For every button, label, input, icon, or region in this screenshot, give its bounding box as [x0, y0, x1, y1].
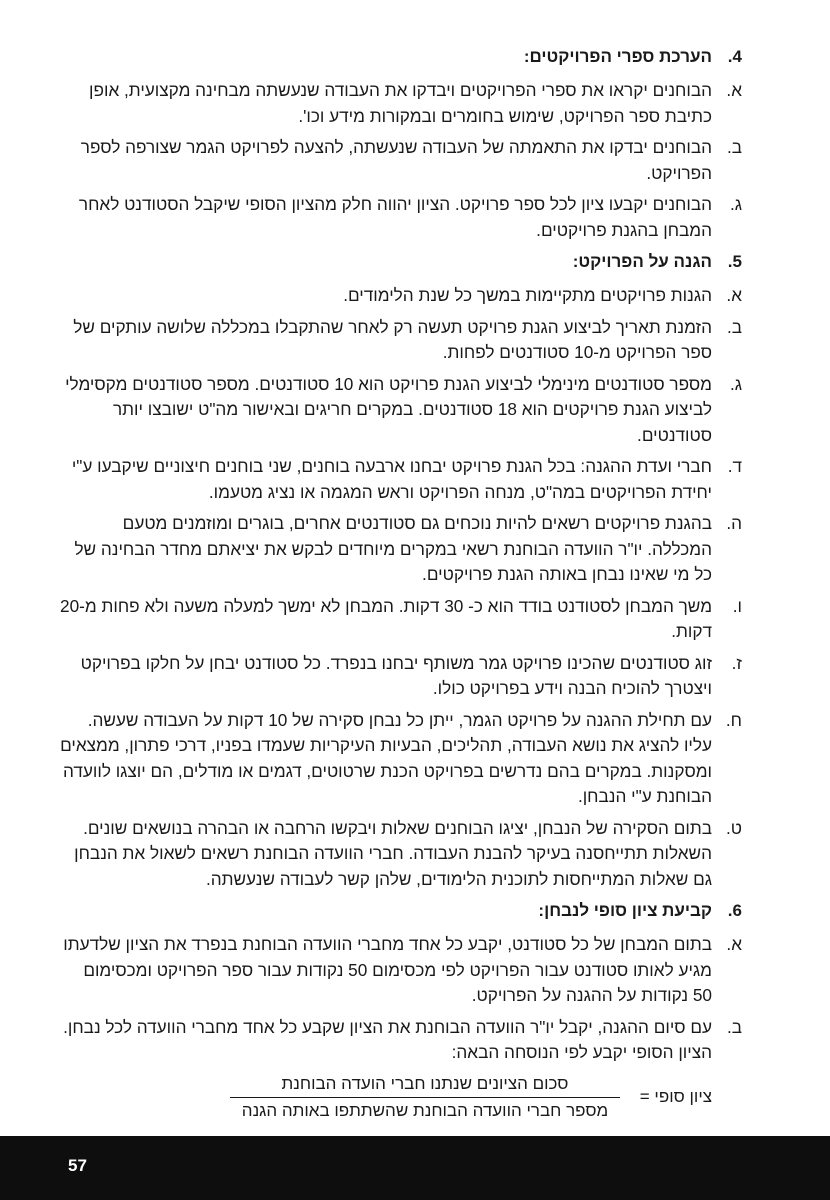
- list-item-text: הבוחנים יקבעו ציון לכל ספר פרויקט. הציון יהווה חלק מהציון הסופי שיקבל הסטודנט לאחר המבחן בהגנת פרויקטים.: [78, 194, 712, 240]
- list-item: [60, 594, 742, 645]
- list-item-text: בתום המבחן של כל סטודנט, יקבע כל אחד מחברי הוועדה הבוחנת בנפרד את הציון שלדעתו מגיע לאותו סטודנט עבור הפרויקט לפי מכסימום 50 נקודות עבור ספר הפרויקט ומכסימום 50 נקודות על ההגנה על הפרויקט.: [63, 934, 712, 1005]
- list-item-text: בהגנת פרויקטים רשאים להיות נוכחים גם סטודנטים אחרים, בוגרים ומוזמנים מטעם המכללה. יו"ר הוועדה הבוחנת רשאי במקרים מיוחדים לבקש את יציאתם מחדר הבחינה של כל מי שאינו נבחן באותה הגנת פרויקטים.: [74, 513, 712, 584]
- section-title: הגנה על הפרויקט:: [572, 252, 712, 271]
- list-item: [60, 454, 742, 505]
- list-item-letter: א.: [726, 285, 742, 305]
- formula-numerator: סכום הציונים שנתנו חברי הועדה הבוחנת: [281, 1073, 569, 1093]
- list-item: [60, 315, 742, 366]
- list-item: [60, 192, 742, 243]
- list-item-text: עם סיום ההגנה, יקבל יו"ר הוועדה הבוחנת את הציון שקבע כל אחד מחברי הוועדה לכל נבחן. הציון הסופי יקבע לפי הנוסחה הבאה:: [63, 1016, 712, 1062]
- list-item: [60, 511, 742, 588]
- section-number: 4.: [727, 47, 742, 66]
- section-number: 5.: [727, 252, 742, 271]
- list-item-letter: ח.: [725, 709, 742, 730]
- list-item-text: זוג סטודנטים שהכינו פרויקט גמר משותף יבחנו בנפרד. כל סטודנט יבחן על חלקו בפרויקט ויצטרך להוכיח הבנה וידע בפרויקט כולו.: [80, 652, 712, 698]
- list-item: [60, 816, 742, 893]
- list-item: [60, 932, 742, 1009]
- list-item-letter: ז.: [731, 652, 742, 673]
- list-item-text: משך המבחן לסטודנט בודד הוא כ- 30 דקות. המבחן לא ימשך למעלה משעה ולא פחות מ-20 דקות.: [60, 595, 712, 641]
- section-title: קביעת ציון סופי לנבחן:: [538, 901, 712, 920]
- list-item-letter: ד.: [727, 456, 742, 476]
- section-heading: [60, 44, 742, 70]
- list-item-text: בתום הסקירה של הנבחן, יציגו הבוחנים שאלות ויבקשו הרחבה או הבהרה בנושאים שונים. השאלות תתייחסנה בעיקר להבנת העבודה. חברי הוועדה הבוחנת רשאים לשאול את הנבחן גם שאלות המתייחסות לתוכנית הלימודים, שלהן קשר לעבודה שנעשתה.: [74, 817, 712, 889]
- list-item-letter: ה.: [726, 513, 742, 533]
- list-item-letter: ב.: [726, 137, 742, 157]
- list-item-letter: א.: [726, 80, 742, 100]
- page-number: 57: [68, 1156, 87, 1175]
- document-page: [60, 44, 742, 1123]
- formula-denominator: מספר חברי הוועדה הבוחנת שהשתתפו באותה הגנה: [241, 1100, 609, 1120]
- list-item: [60, 372, 742, 449]
- formula-fraction: [230, 1072, 620, 1123]
- list-item-text: חברי ועדת ההגנה: בכל הגנת פרויקט יבחנו ארבעה בוחנים, שני בוחנים חיצוניים שיקבעו ע"י יחידת הפרויקטים במה"ט, מנחה הפרויקט וראש המגמה או נציג מטעמו.: [71, 456, 712, 502]
- formula-label: ציון סופי =: [639, 1087, 712, 1106]
- list-item-text: מספר סטודנטים מינימלי לביצוע הגנת פרויקט הוא 10 סטודנטים. מספר סטודנטים מקסימלי לביצוע הגנת פרויקטים הוא 18 סטודנטים. במקרים חריגים ובאישור מה"ט ישובצו יותר סטודנטים.: [65, 373, 712, 445]
- section-6: [60, 898, 742, 1066]
- section-heading: [60, 249, 742, 275]
- list-item-letter: ב.: [726, 316, 742, 337]
- list-item: [60, 651, 742, 702]
- list-item-text: הבוחנים יקראו את ספרי הפרויקטים ויבדקו את העבודה שנעשתה מבחינה מקצועית, אופן כתיבת ספר הפרויקט, שימוש בחומרים ובמקורות מידע וכו'.: [89, 80, 712, 126]
- list-item-text: הזמנת תאריך לביצוע הגנת פרויקט תעשה רק לאחר שהתקבלו במכללה שלושה עותקים של ספר הפרויקט מ-10 סטודנטים לפחות.: [73, 316, 712, 362]
- list-item: [60, 1015, 742, 1066]
- list-item-text: הבוחנים יבדקו את התאמתה של העבודה שנעשתה, להצעה לפרויקט הגמר שצורפה לספר הפרויקט.: [80, 137, 712, 183]
- section-5: [60, 249, 742, 892]
- final-grade-formula: [60, 1072, 712, 1123]
- list-item-text: הגנות פרויקטים מתקיימות במשך כל שנת הלימודים.: [343, 285, 712, 305]
- section-heading: [60, 898, 742, 924]
- list-item: [60, 283, 742, 309]
- list-item-letter: ג.: [729, 373, 742, 394]
- section-number: 6.: [727, 901, 742, 920]
- list-item: [60, 708, 742, 810]
- list-item-text: עם תחילת ההגנה על פרויקט הגמר, ייתן כל נבחן סקירה של 10 דקות על העבודה שעשה. עליו להציג את נושא העבודה, תהליכים, הבעיות העיקריות שעמדו בפניו, דרכי פתרון, ממצאים ומסקנות. במקרים בהם נדרשים בפרויקט הכנת שרטוטים, דגמים או מודלים, הם יוצגו לוועדה הבוחנת ע"י הנבחן.: [60, 709, 712, 806]
- sections-container: [60, 44, 742, 1066]
- list-item: [60, 78, 742, 129]
- list-item-letter: ב.: [726, 1016, 742, 1037]
- list-item-letter: ט.: [726, 817, 742, 838]
- list-item-letter: ג.: [729, 194, 742, 214]
- list-item-letter: ו.: [732, 595, 742, 616]
- page-footer: [0, 1136, 830, 1200]
- section-4: [60, 44, 742, 243]
- section-title: הערכת ספרי הפרויקטים:: [523, 47, 712, 66]
- list-item-letter: א.: [726, 934, 742, 954]
- list-item: [60, 135, 742, 186]
